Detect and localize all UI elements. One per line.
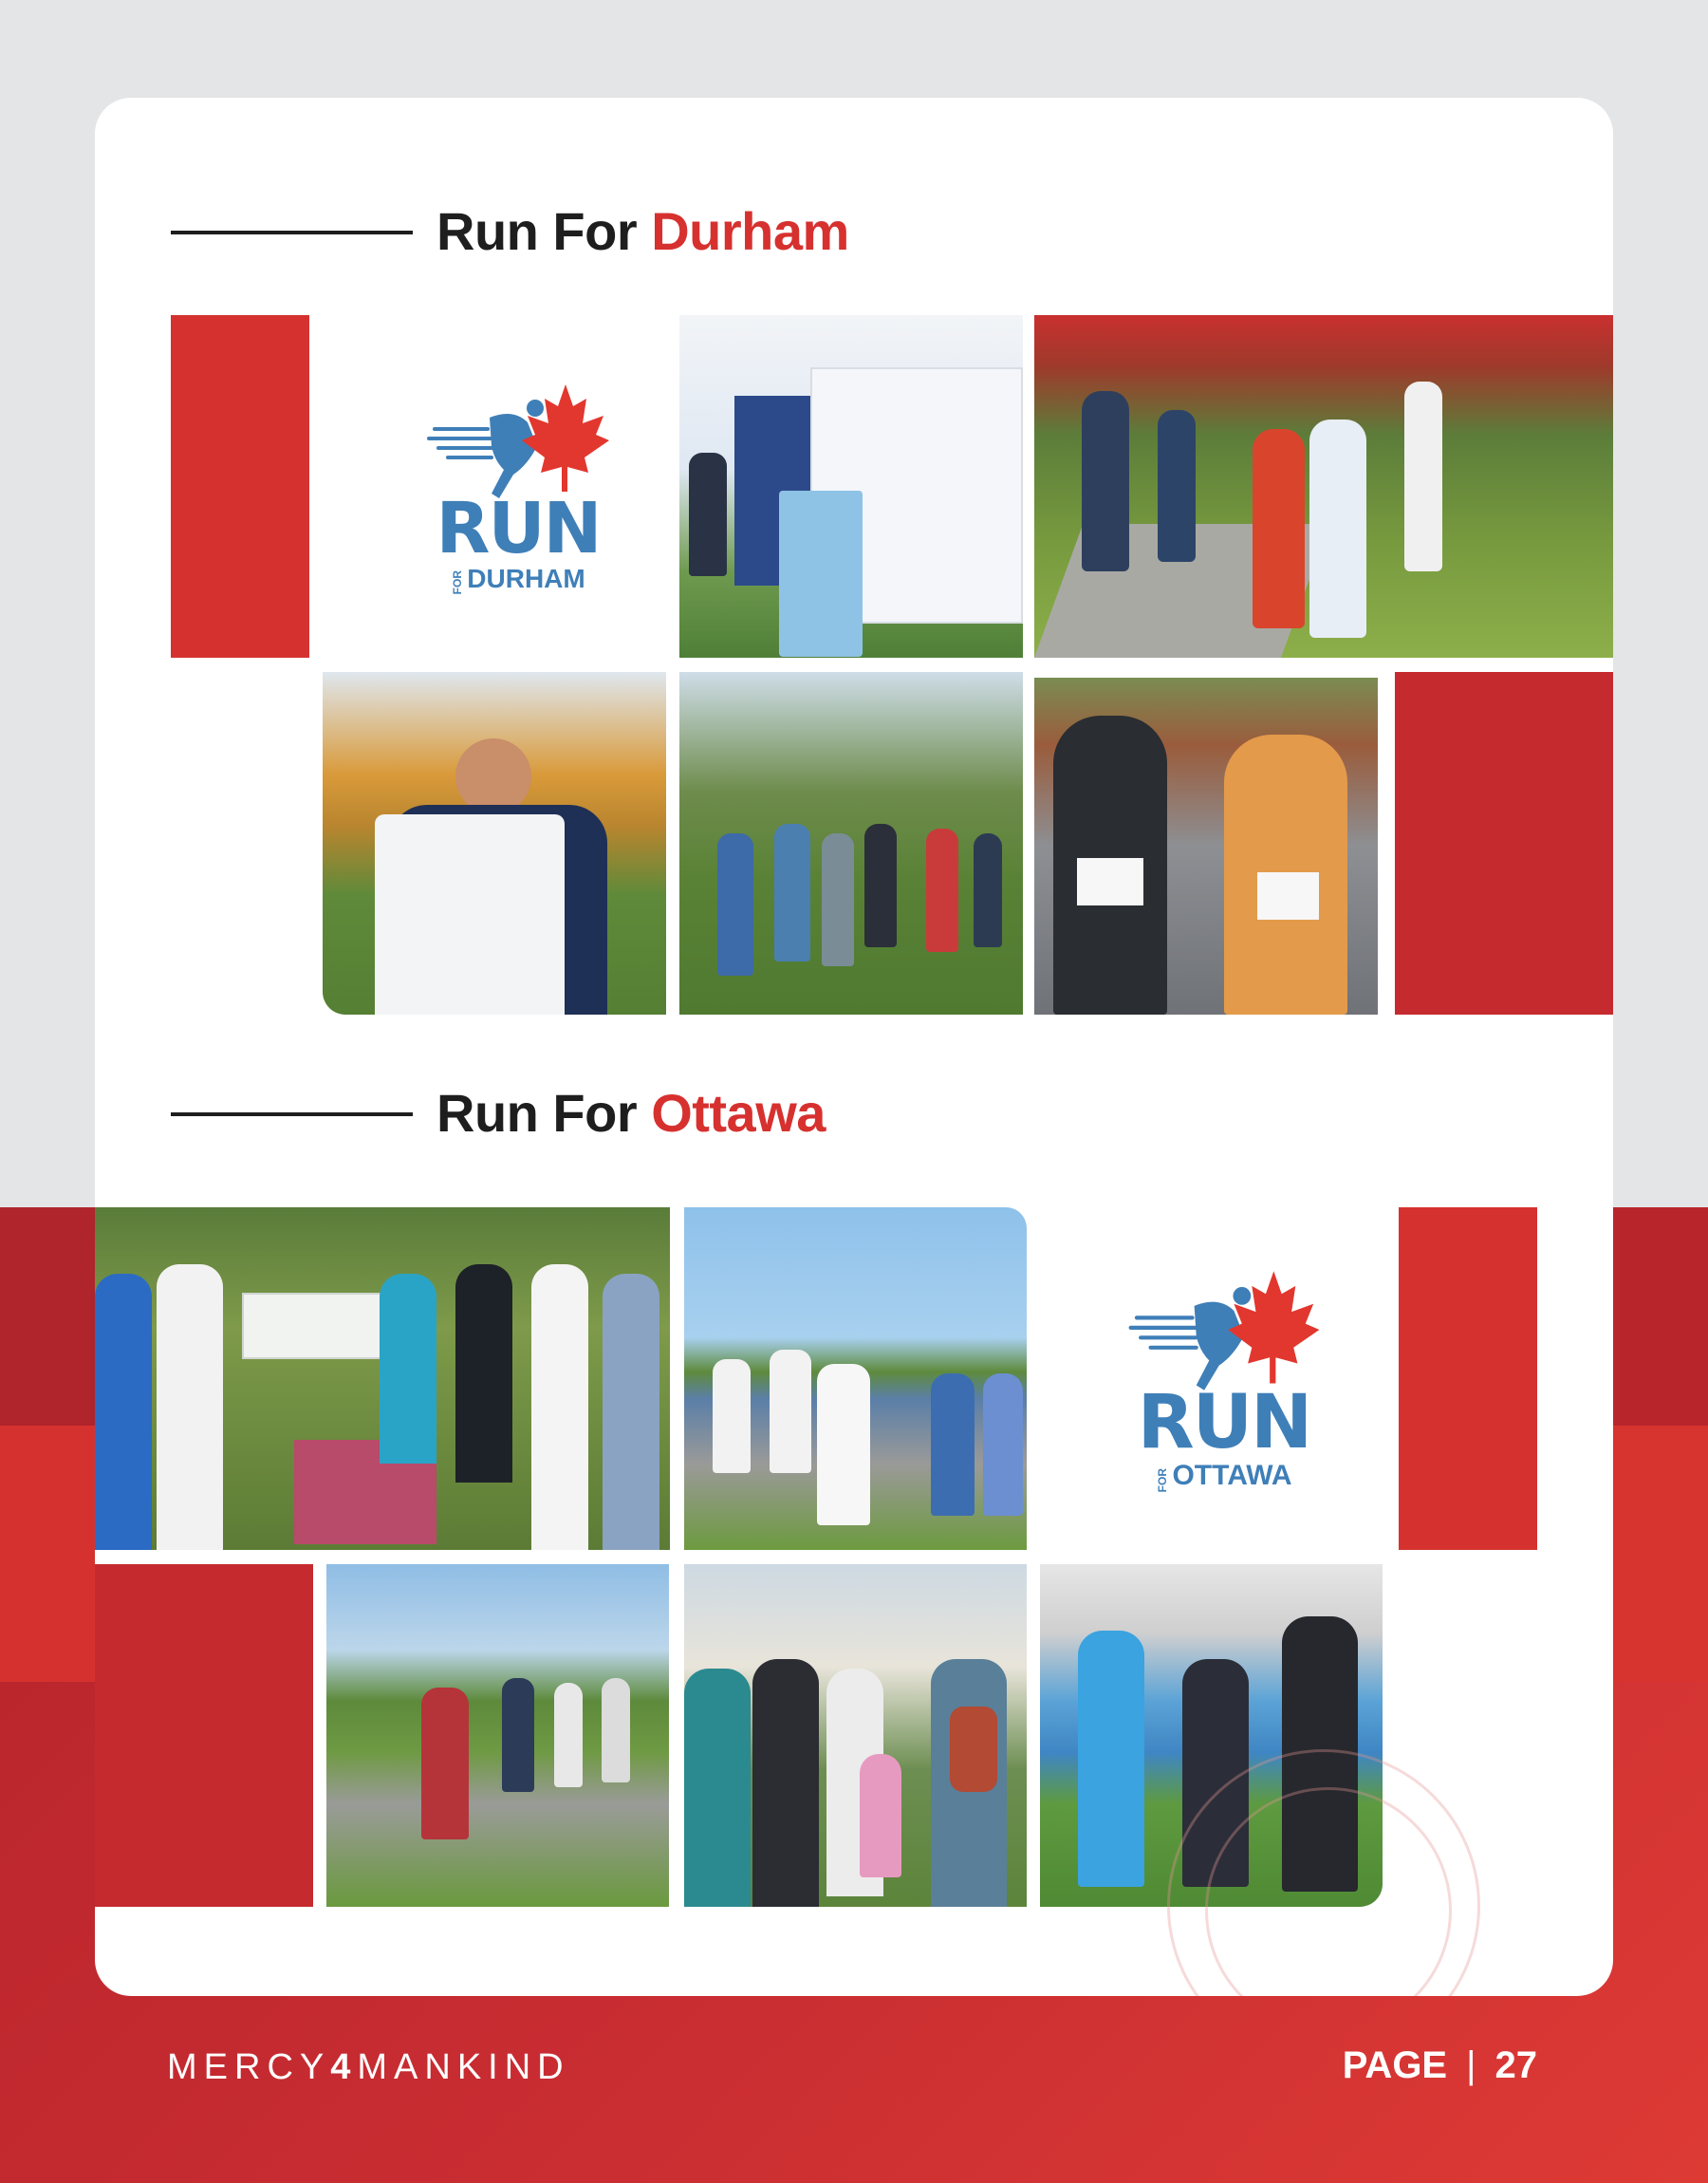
person-figure	[531, 1264, 588, 1550]
content-card	[95, 98, 1613, 1996]
person-figure	[983, 1373, 1023, 1516]
person-figure	[1078, 1631, 1144, 1887]
heading-prefix: Run For	[436, 201, 638, 261]
page-separator: |	[1466, 2044, 1476, 2086]
person-figure	[603, 1274, 659, 1550]
logo-city-text: OTTAWA	[1172, 1460, 1292, 1491]
person-figure	[421, 1688, 469, 1839]
person-figure	[822, 833, 854, 966]
heading-accent: Ottawa	[651, 1083, 826, 1143]
person-figure	[717, 833, 753, 976]
logo-for-text: FOR	[1156, 1467, 1170, 1492]
heading-rule	[171, 1112, 413, 1116]
run-for-ottawa-logo	[1101, 1246, 1347, 1512]
person-figure	[502, 1678, 534, 1792]
cheque	[242, 1293, 384, 1359]
person-figure	[95, 1274, 152, 1550]
person-head	[455, 738, 531, 814]
person-figure	[1404, 382, 1442, 571]
page-indicator	[1343, 2044, 1537, 2087]
person-figure	[770, 1350, 811, 1473]
section-heading-ottawa	[436, 1082, 826, 1144]
person-figure	[602, 1678, 630, 1782]
brand-number: 4	[330, 2047, 358, 2087]
brand-right: MANKIND	[357, 2047, 570, 2087]
person-figure	[455, 1264, 512, 1483]
logo-for-text: FOR	[451, 569, 465, 594]
photo-walkers-park	[326, 1564, 669, 1907]
band-shade	[1613, 1426, 1708, 1682]
person-figure	[752, 1659, 819, 1907]
band-shade	[0, 1207, 95, 1426]
runner-maple-icon	[1124, 1266, 1324, 1395]
heading-accent: Durham	[651, 201, 849, 261]
person-figure	[817, 1364, 870, 1525]
red-accent-block	[1399, 1207, 1537, 1550]
page-number: 27	[1494, 2044, 1537, 2086]
heading-rule	[171, 231, 413, 234]
run-for-durham-logo	[404, 364, 632, 610]
photo-runners-lake-path	[684, 1207, 1027, 1550]
person-figure	[1309, 420, 1366, 638]
red-accent-block	[171, 315, 309, 658]
photo-crowd-backs	[684, 1564, 1027, 1907]
red-accent-block	[1395, 672, 1613, 1015]
section-heading-durham	[436, 200, 849, 262]
person-figure	[926, 829, 958, 952]
tshirt	[375, 814, 565, 1015]
person-figure	[713, 1359, 751, 1473]
person-figure	[157, 1264, 223, 1550]
photo-podium-speaker	[679, 315, 1023, 658]
logo-city-text: DURHAM	[467, 564, 585, 593]
person-figure	[864, 824, 897, 947]
photo-tshirt-holder	[323, 672, 666, 1015]
person-figure	[1158, 410, 1196, 562]
person-figure	[689, 453, 727, 576]
race-bib	[1257, 872, 1319, 920]
photo-runners-lineup	[679, 672, 1023, 1015]
person-figure	[974, 833, 1002, 947]
person-figure	[931, 1373, 975, 1516]
brand-left: MERCY	[167, 2047, 331, 2087]
heading-prefix: Run For	[436, 1083, 638, 1143]
person-figure	[774, 824, 810, 961]
person-figure	[684, 1669, 751, 1907]
person-figure	[1082, 391, 1129, 571]
footer-brand	[167, 2047, 570, 2088]
red-accent-block	[95, 1564, 313, 1907]
photo-cheque-group	[95, 1207, 670, 1550]
person-figure	[554, 1683, 583, 1787]
person-figure	[380, 1274, 436, 1464]
photo-park-group	[1034, 315, 1613, 658]
logo-subtitle	[451, 564, 585, 594]
logo-run-text: RUN	[436, 488, 601, 569]
logo-subtitle	[1156, 1460, 1291, 1492]
runner-maple-icon	[423, 380, 613, 503]
logo-run-text: RUN	[1137, 1380, 1311, 1465]
backpack	[950, 1707, 997, 1792]
photo-bib-runners	[1034, 678, 1378, 1015]
page-label: PAGE	[1342, 2044, 1448, 2086]
child-figure	[860, 1754, 901, 1877]
podium	[779, 491, 863, 657]
band-shade	[1613, 1207, 1708, 1426]
race-bib	[1077, 858, 1143, 905]
band-shade	[0, 1426, 95, 1682]
person-figure	[1253, 429, 1305, 628]
